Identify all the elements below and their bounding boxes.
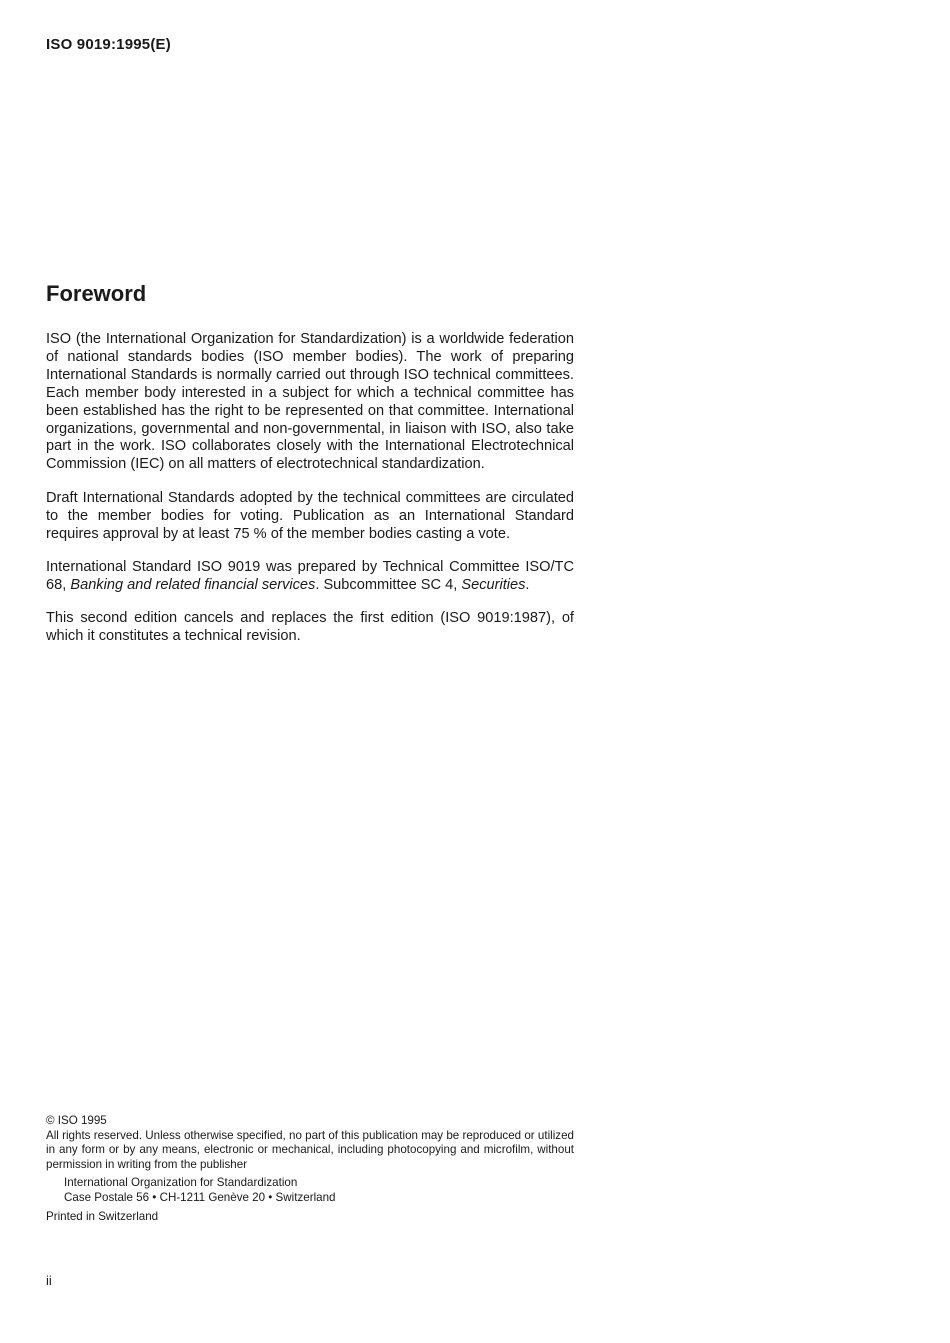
foreword-body: [46, 331, 574, 662]
paragraph-3-text-c: . Subcommittee SC 4,: [315, 576, 462, 593]
paragraph-3-text-a: International Standard ISO 9019 was prepared by Technical Committee ISO/TC 68,: [46, 558, 574, 593]
paragraph-3-text-e: .: [525, 576, 530, 593]
rights-statement: All rights reserved. Unless otherwise specified, no part of this publication may be reproduced or utilized in any form or by any means, electronic or mechanical, including photocopying and microfilm, without permission in writing from the publisher: [46, 1128, 574, 1171]
foreword-paragraph-1: ISO (the International Organization for Standardization) is a worldwide federation of national standards bodies (ISO member bodies). The work of preparing International Standards is normally carried out through ISO technical committees. Each member body interested in a subject for which a technical committee has been established has the right to be represented on that committee. International organizations, governmental and non-governmental, in liaison with ISO, also take part in the work. ISO collaborates closely with the International Electrotechnical Commission (IEC) on all matters of electrotechnical standardization.: [46, 331, 574, 473]
publisher-address: [46, 1176, 574, 1205]
publisher-postal-address: Case Postale 56 • CH-1211 Genève 20 • Switzerland: [64, 1190, 336, 1204]
publisher-name: International Organization for Standardization: [64, 1176, 298, 1190]
copyright-line: © ISO 1995: [46, 1114, 107, 1127]
printed-in: Printed in Switzerland: [46, 1209, 159, 1223]
foreword-paragraph-2: Draft International Standards adopted by the technical committees are circulated to the member bodies for voting. Publication as an International Standard requires approval by at least 75 % of the member bodies casting a vote.: [46, 489, 574, 542]
page-number: ii: [46, 1273, 52, 1288]
subcommittee-title: Securities: [461, 576, 526, 593]
foreword-paragraph-3: [46, 559, 574, 595]
foreword-paragraph-4: This second edition cancels and replaces the first edition (ISO 9019:1987), of which it constitutes a technical revision.: [46, 610, 574, 645]
foreword-heading: Foreword: [46, 281, 147, 306]
copyright-block: [46, 1114, 574, 1224]
document-identifier: ISO 9019:1995(E): [46, 36, 171, 53]
committee-title: Banking and related financial services: [70, 576, 316, 593]
